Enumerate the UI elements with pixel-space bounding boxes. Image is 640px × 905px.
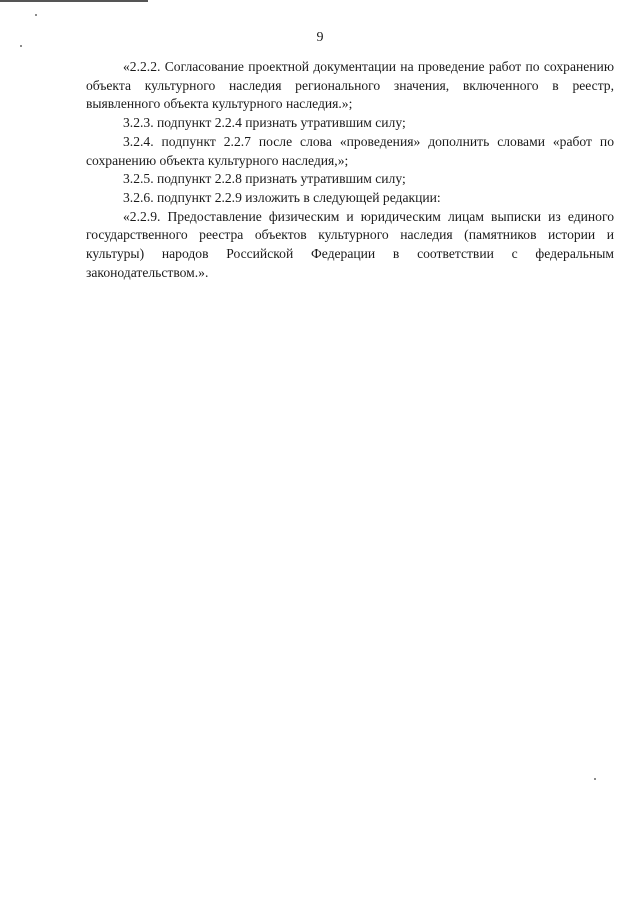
scan-edge-line [0,0,148,2]
scan-speck [594,778,596,780]
document-body [86,58,614,282]
paragraph-3-2-3: 3.2.3. подпункт 2.2.4 признать утратившим силу; [123,115,406,131]
paragraph-2-2-9: «2.2.9. Предоставление физическим и юридическим лицам выписки из единого государственного реестра объектов культурного наследия (памятников истории и культуры) народов Российской Федерации в соответствии с федеральным законодательством.». [86,208,614,280]
paragraph-3-2-4: 3.2.4. подпункт 2.2.7 после слова «проведения» дополнить словами «работ по сохранению объекта культурного наследия,»; [86,133,614,168]
paragraph-2-2-2: «2.2.2. Согласование проектной документации на проведение работ по сохранению объекта культурного наследия регионального значения, включенного в реестр, выявленного объекта культурного наследия.»; [86,59,614,112]
paragraph-3-2-6: 3.2.6. подпункт 2.2.9 изложить в следующей редакции: [123,189,441,205]
scan-speck [35,14,37,16]
paragraph-3-2-5: 3.2.5. подпункт 2.2.8 признать утратившим силу; [123,171,406,187]
page-number: 9 [316,30,324,45]
